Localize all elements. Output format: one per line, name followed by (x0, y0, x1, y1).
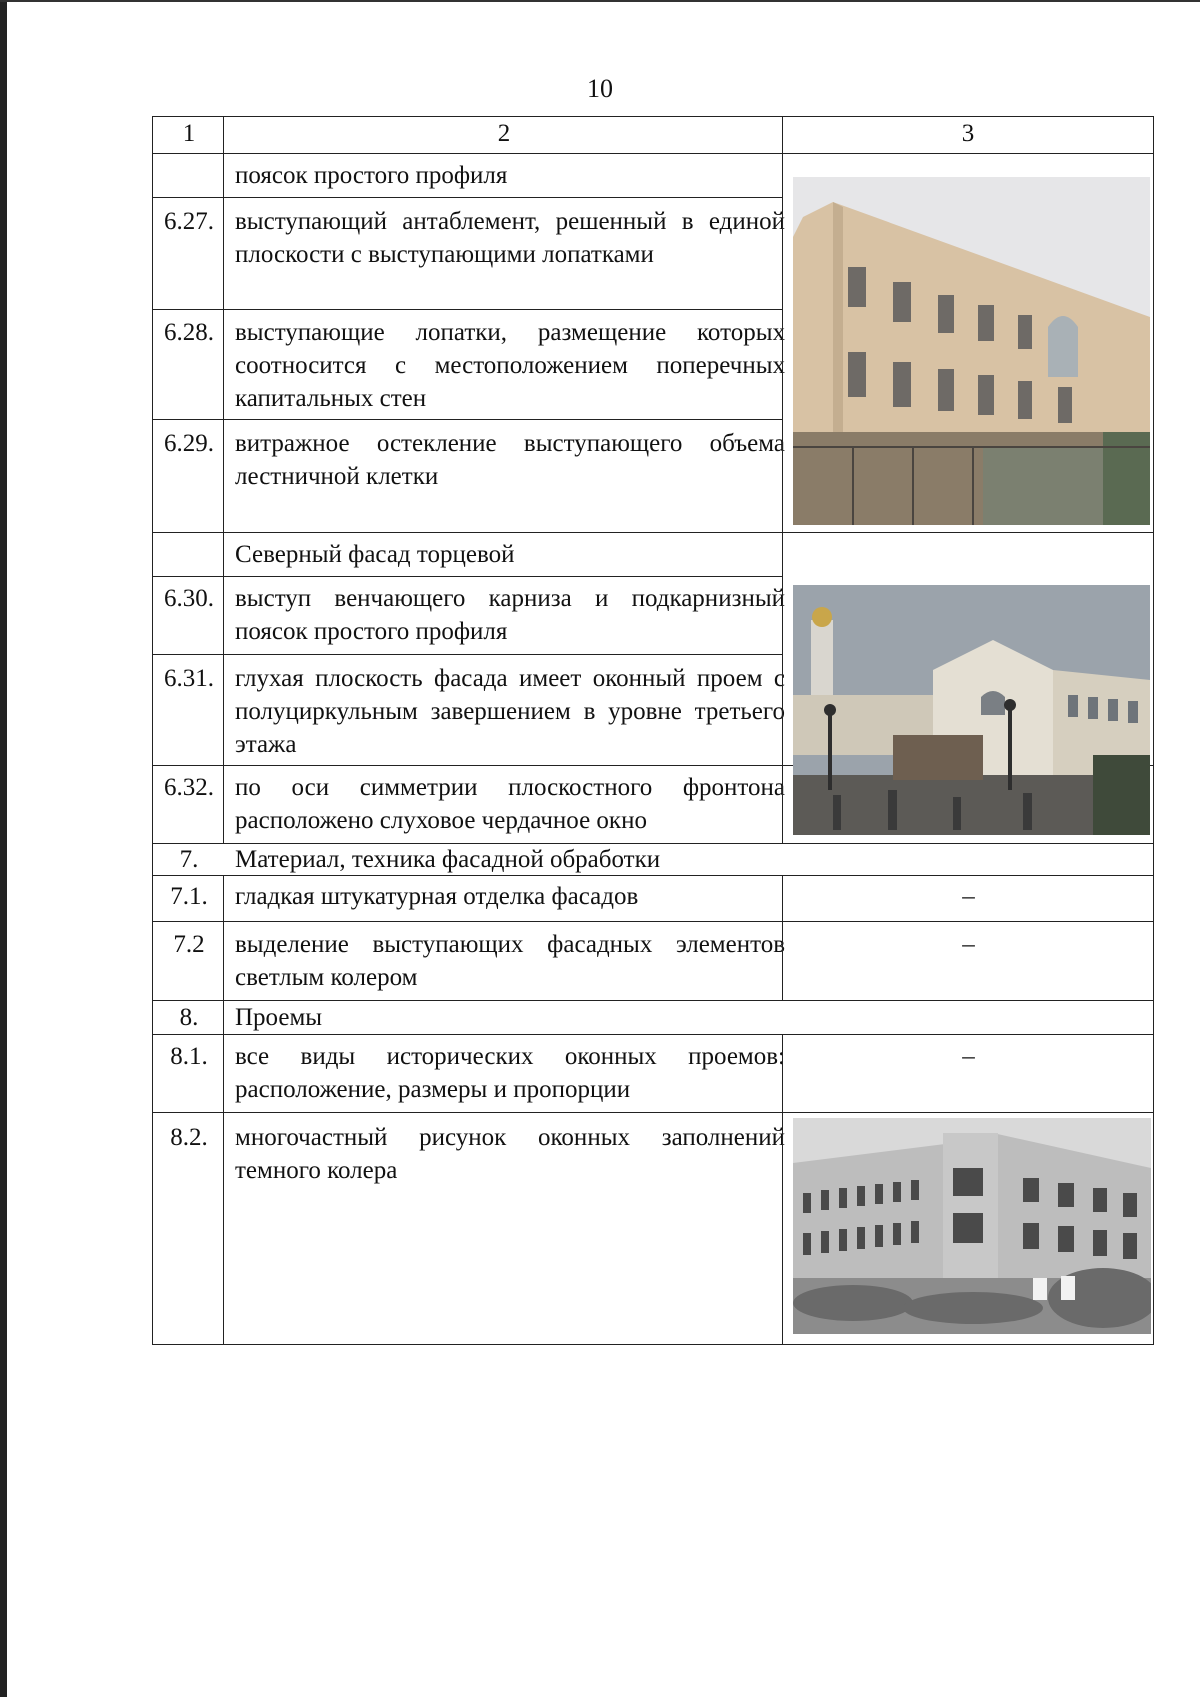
table-header-col-1: 1 (182, 120, 196, 147)
row-description: по оси симметрии плоскостного фронтона расположено слуховое чердачное окно (235, 774, 785, 834)
photo-facade-east (793, 177, 1150, 525)
row-number: 8.2. (170, 1124, 208, 1151)
row-number: 7.2 (173, 931, 205, 958)
table-row (153, 1034, 1153, 1112)
row-description: многочастный рисунок оконных заполнений темного колера (235, 1124, 785, 1184)
table-row (153, 197, 783, 309)
scan-edge-top (0, 0, 1200, 2)
page-number: 10 (587, 74, 613, 103)
table-section-row (153, 1000, 1153, 1034)
table-row (153, 654, 783, 765)
row-number: 6.32. (164, 774, 214, 801)
table-row (153, 875, 1153, 921)
scan-edge-left (0, 0, 7, 1697)
facade-elements-table (152, 116, 1154, 1345)
column-divider-1 (223, 117, 224, 843)
column-divider-2b (782, 875, 783, 1000)
row-description: выступающий антаблемент, решенный в единой плоскости с выступающими лопатками (235, 208, 785, 268)
section-title: Проемы (235, 1004, 323, 1031)
row-description: выступающие лопатки, размещение которых соотносится с местоположением поперечных капитальных стен (235, 319, 785, 412)
table-row (153, 921, 1153, 1000)
row-value: – (962, 883, 975, 910)
table-header-col-3: 3 (961, 120, 975, 147)
table-section-row (153, 843, 1153, 875)
photo-building-historic (793, 1118, 1151, 1334)
row-number: 7.1. (170, 883, 208, 910)
table-header-col-2: 2 (497, 120, 511, 147)
row-description: выделение выступающих фасадных элементов светлым колером (235, 931, 785, 991)
row-description: выступ венчающего карниза и подкарнизный поясок простого профиля (235, 585, 785, 645)
section-title: Материал, техника фасадной обработки (235, 846, 661, 873)
table-row (153, 532, 1153, 576)
row-number: 6.28. (164, 319, 214, 346)
section-number: 8. (179, 1004, 199, 1031)
table-row (153, 576, 783, 654)
row-number: 6.27. (164, 208, 214, 235)
row-value: – (962, 931, 975, 958)
column-divider-2c (782, 1034, 783, 1344)
table-header-row (153, 117, 1153, 153)
column-divider-2 (782, 117, 783, 843)
row-number: 6.31. (164, 665, 214, 692)
table-row (153, 309, 783, 419)
table-row (153, 419, 783, 532)
row-number: 8.1. (170, 1043, 208, 1070)
row-description: глухая плоскость фасада имеет оконный проем с полуциркульным завершением в уровне третьего этажа (235, 665, 785, 758)
row-description: все виды исторических оконных проемов: расположение, размеры и пропорции (235, 1043, 785, 1103)
section-subtitle: Северный фасад торцевой (235, 541, 515, 568)
row-description: гладкая штукатурная отделка фасадов (235, 883, 639, 910)
row-description: поясок простого профиля (235, 162, 508, 189)
row-number: 6.30. (164, 585, 214, 612)
photo-facade-north (793, 585, 1150, 835)
row-number: 6.29. (164, 430, 214, 457)
column-divider-1b (223, 875, 224, 1344)
row-value: – (962, 1043, 975, 1070)
section-number: 7. (179, 846, 199, 873)
row-description: витражное остекление выступающего объема лестничной клетки (235, 430, 785, 490)
